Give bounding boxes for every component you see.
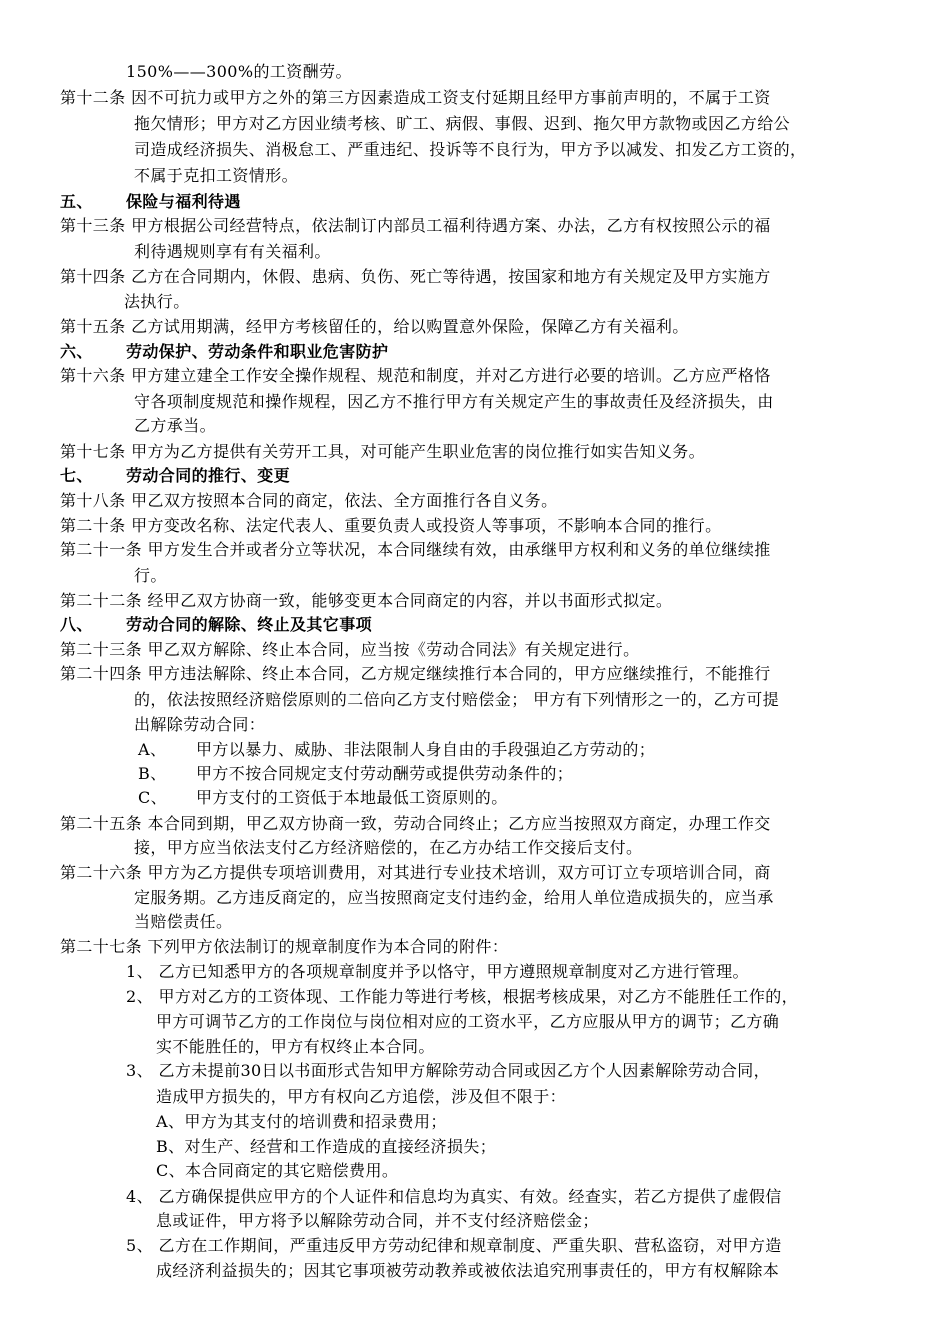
list-item-2: 2、 甲方对乙方的工资体现、工作能力等进行考核，根据考核成果，对乙方不能胜任工作的， <box>126 987 799 1006</box>
subitem-a <box>138 738 655 762</box>
section-number: 六、 <box>60 342 93 361</box>
article-26: 第二十六条 甲方为乙方提供专项培训费用，对其进行专业技术培训，双方可订立专项培训合同，商 <box>60 863 771 882</box>
text-line: 利待遇规则享有有关福利。 <box>134 242 331 261</box>
subitem-label: C、 <box>138 788 168 807</box>
subitem-label: B、 <box>138 764 167 783</box>
subitem-text: 甲方不按合同规定支付劳动酬劳或提供劳动条件的； <box>196 764 574 783</box>
text-line: 行。 <box>134 566 167 585</box>
text-line: B、对生产、经营和工作造成的直接经济损失； <box>156 1137 497 1156</box>
text-line: 甲方可调节乙方的工作岗位与岗位相对应的工资水平，乙方应服从甲方的调节；乙方确 <box>156 1012 780 1031</box>
text-line: 息或证件，甲方将予以解除劳动合同，并不支付经济赔偿金； <box>156 1211 599 1230</box>
text-line: 成经济利益损失的；因其它事项被劳动教养或被依法追究刑事责任的，甲方有权解除本 <box>156 1261 780 1280</box>
article-15: 第十五条 乙方试用期满，经甲方考核留任的，给以购置意外保险，保障乙方有关福利。 <box>60 317 689 336</box>
subitem-c <box>138 786 508 810</box>
article-20: 第二十条 甲方变改名称、法定代表人、重要负责人或投资人等事项，不影响本合同的推行。 <box>60 516 722 535</box>
list-item-1: 1、 乙方已知悉甲方的各项规章制度并予以恪守，甲方遵照规章制度对乙方进行管理。 <box>126 962 749 981</box>
text-line: 当赔偿责任。 <box>134 912 233 931</box>
text-line: 造成甲方损失的，甲方有权向乙方追偿，涉及但不限于： <box>156 1087 567 1106</box>
section-number: 七、 <box>60 466 93 485</box>
text-line: 法执行。 <box>124 292 190 311</box>
article-16: 第十六条 甲方建立建全工作安全操作规程、规范和制度，并对乙方进行必要的培训。乙方应严格恪 <box>60 366 771 385</box>
text-line: 定服务期。乙方违反商定的，应当按照商定支付违约金，给用人单位造成损失的，应当承 <box>134 888 774 907</box>
section-number: 八、 <box>60 615 93 634</box>
text-line: 拖欠情形；甲方对乙方因业绩考核、旷工、病假、事假、迟到、拖欠甲方款物或因乙方给公 <box>134 114 791 133</box>
article-14: 第十四条 乙方在合同期内，休假、患病、负伤、死亡等待遇，按国家和地方有关规定及甲方实施方 <box>60 267 771 286</box>
article-13: 第十三条 甲方根据公司经营特点，依法制订内部员工福利待遇方案、办法，乙方有权按照公示的福 <box>60 216 771 235</box>
text-line: 150%——300%的工资酬劳。 <box>126 62 352 81</box>
article-25: 第二十五条 本合同到期，甲乙双方协商一致，劳动合同终止；乙方应当按照双方商定，办理工作交 <box>60 814 771 833</box>
section-heading-8 <box>60 613 372 637</box>
section-heading-7 <box>60 464 290 488</box>
text-line: 不属于克扣工资情形。 <box>134 166 299 185</box>
section-title: 劳动保护、劳动条件和职业危害防护 <box>126 342 389 361</box>
text-line: A、甲方为其支付的培训费和招录费用； <box>156 1112 447 1131</box>
subitem-label: A、 <box>138 740 167 759</box>
article-27: 第二十七条 下列甲方依法制订的规章制度作为本合同的附件： <box>60 937 509 956</box>
text-line: 实不能胜任的，甲方有权终止本合同。 <box>156 1037 435 1056</box>
section-title: 保险与福利待遇 <box>126 192 241 211</box>
article-12: 第十二条 因不可抗力或甲方之外的第三方因素造成工资支付延期且经甲方事前声明的，不属于工资 <box>60 88 771 107</box>
article-22: 第二十二条 经甲乙双方协商一致，能够变更本合同商定的内容，并以书面形式拟定。 <box>60 591 673 610</box>
section-heading-6 <box>60 340 388 364</box>
list-item-5: 5、 乙方在工作期间，严重违反甲方劳动纪律和规章制度、严重失职、营私盗窃，对甲方造 <box>126 1236 782 1255</box>
text-line: 出解除劳动合同： <box>134 715 266 734</box>
text-line: 的，依法按照经济赔偿原则的二倍向乙方支付赔偿金； 甲方有下列情形之一的，乙方可提 <box>134 690 780 709</box>
text-line: 守各项制度规范和操作规程，因乙方不推行甲方有关规定产生的事故责任及经济损失，由 <box>134 392 774 411</box>
subitem-text: 甲方以暴力、威胁、非法限制人身自由的手段强迫乙方劳动的； <box>196 740 656 759</box>
text-line: C、本合同商定的其它赔偿费用。 <box>156 1161 399 1180</box>
section-title: 劳动合同的推行、变更 <box>126 466 291 485</box>
subitem-text: 甲方支付的工资低于本地最低工资原则的。 <box>196 788 508 807</box>
section-number: 五、 <box>60 192 93 211</box>
text-line: 乙方承当。 <box>134 416 217 435</box>
list-item-4: 4、 乙方确保提供应甲方的个人证件和信息均为真实、有效。经查实，若乙方提供了虚假信 <box>126 1187 782 1206</box>
subitem-b <box>138 762 573 786</box>
section-heading-5 <box>60 190 241 214</box>
article-17: 第十七条 甲方为乙方提供有关劳开工具，对可能产生职业危害的岗位推行如实告知义务。 <box>60 442 706 461</box>
article-23: 第二十三条 甲乙双方解除、终止本合同，应当按《劳动合同法》有关规定进行。 <box>60 640 640 659</box>
text-line: 司造成经济损失、消极怠工、严重违纪、投诉等不良行为，甲方予以减发、扣发乙方工资的， <box>134 140 807 159</box>
article-21: 第二十一条 甲方发生合并或者分立等状况，本合同继续有效，由承继甲方权利和义务的单位继续推 <box>60 540 771 559</box>
text-line: 接，甲方应当依法支付乙方经济赔偿的，在乙方办结工作交接后支付。 <box>134 838 643 857</box>
list-item-3: 3、 乙方未提前30日以书面形式告知甲方解除劳动合同或因乙方个人因素解除劳动合同， <box>126 1061 771 1080</box>
section-title: 劳动合同的解除、终止及其它事项 <box>126 615 373 634</box>
article-24: 第二十四条 甲方违法解除、终止本合同，乙方规定继续推行本合同的，甲方应继续推行，不能推行 <box>60 664 771 683</box>
article-18: 第十八条 甲乙双方按照本合同的商定，依法、全方面推行各自义务。 <box>60 491 558 510</box>
